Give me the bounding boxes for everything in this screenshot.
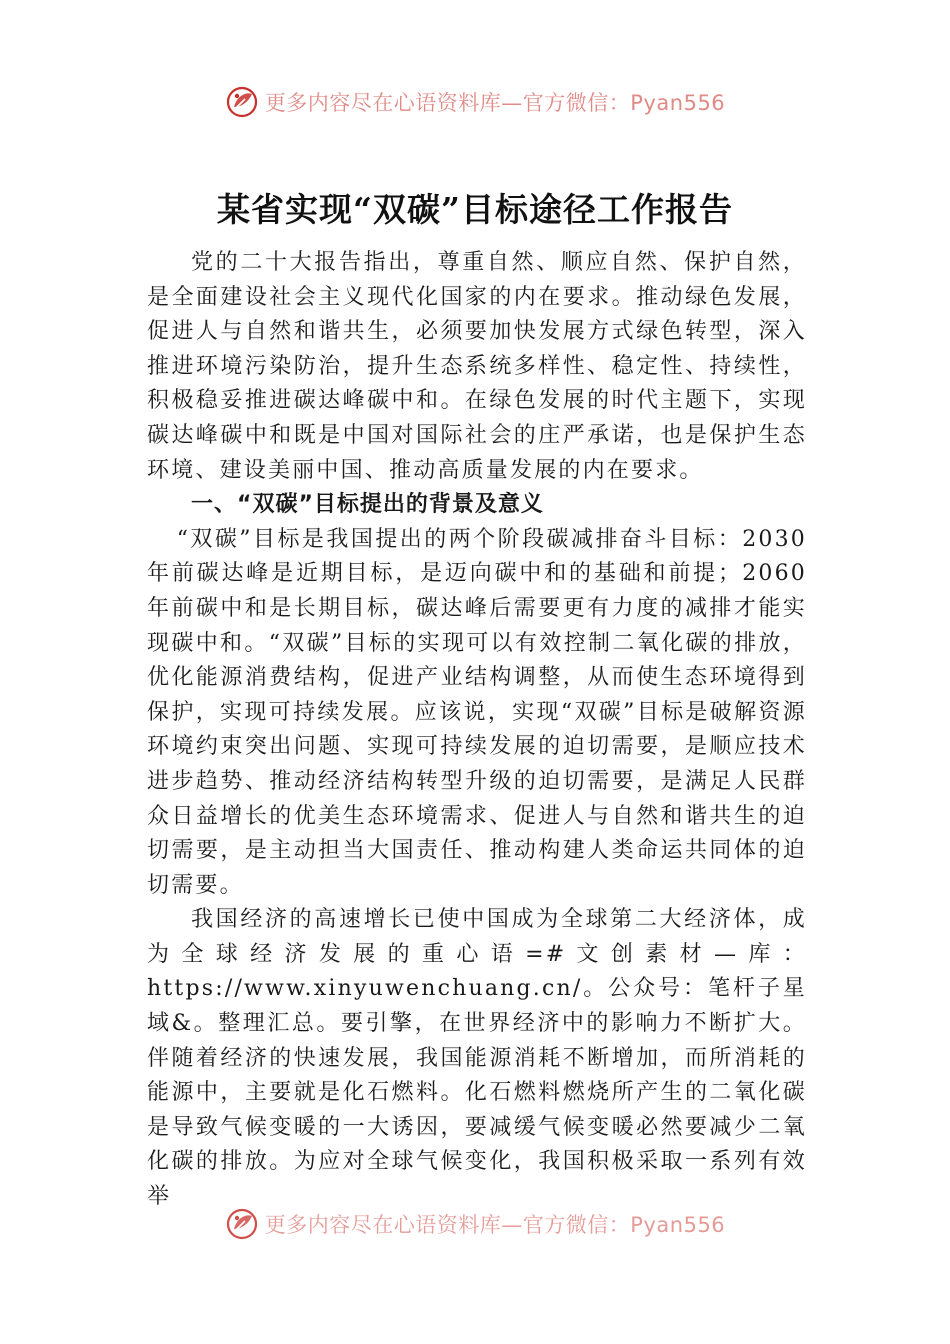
section-paragraph-2: 我国经济的高速增长已使中国成为全球第二大经济体，成为全球经济发展的重心语=#文创素材—库：https://www.xinyuwenchuang.cn/。公众号：笔杆子星域&。整理汇总。要引擎，在世界经济中的影响力不断扩大。伴随着经济的快速发展，我国能源消耗不断增加，而所消耗的能源中，主要就是化石燃料。化石燃料燃烧所产生的二氧化碳是导致气候变暖的一大诱因，要减缓气候变暖必然要减少二氧化碳的排放。为应对全球气候变化，我国积极采取一系列有效举 bbox=[147, 907, 807, 1210]
document-body bbox=[147, 246, 807, 1215]
page-title: 某省实现“双碳”目标途径工作报告 bbox=[217, 190, 733, 229]
watermark-banner-top bbox=[0, 82, 950, 122]
watermark-text: 更多内容尽在心语资料库—官方微信：Pyan556 bbox=[264, 1213, 726, 1237]
leaf-logo-icon bbox=[225, 85, 259, 119]
section-paragraph-1: “双碳”目标是我国提出的两个阶段碳减排奋斗目标：2030年前碳达峰是近期目标，是迈向碳中和的基础和前提；2060年前碳中和是长期目标，碳达峰后需要更有力度的减排才能实现碳中和。“双碳”目标的实现可以有效控制二氧化碳的排放，优化能源消费结构，促进产业结构调整，从而使生态环境得到保护，实现可持续发展。应该说，实现“双碳”目标是破解资源环境约束突出问题、实现可持续发展的迫切需要，是顺应技术进步趋势、推动经济结构转型升级的迫切需要，是满足人民群众日益增长的优美生态环境需求、促进人与自然和谐共生的迫切需要，是主动担当大国责任、推动构建人类命运共同体的迫切需要。 bbox=[147, 526, 807, 898]
watermark-banner-bottom bbox=[0, 1204, 950, 1244]
watermark-text: 更多内容尽在心语资料库—官方微信：Pyan556 bbox=[264, 91, 726, 115]
leaf-logo-icon bbox=[225, 1207, 259, 1241]
section-heading: 一、“双碳”目标提出的背景及意义 bbox=[191, 492, 544, 518]
intro-paragraph: 党的二十大报告指出，尊重自然、顺应自然、保护自然，是全面建设社会主义现代化国家的内在要求。推动绿色发展，促进人与自然和谐共生，必须要加快发展方式绿色转型，深入推进环境污染防治，提升生态系统多样性、稳定性、持续性，积极稳妥推进碳达峰碳中和。在绿色发展的时代主题下，实现碳达峰碳中和既是中国对国际社会的庄严承诺，也是保护生态环境、建设美丽中国、推动高质量发展的内在要求。 bbox=[147, 250, 807, 483]
